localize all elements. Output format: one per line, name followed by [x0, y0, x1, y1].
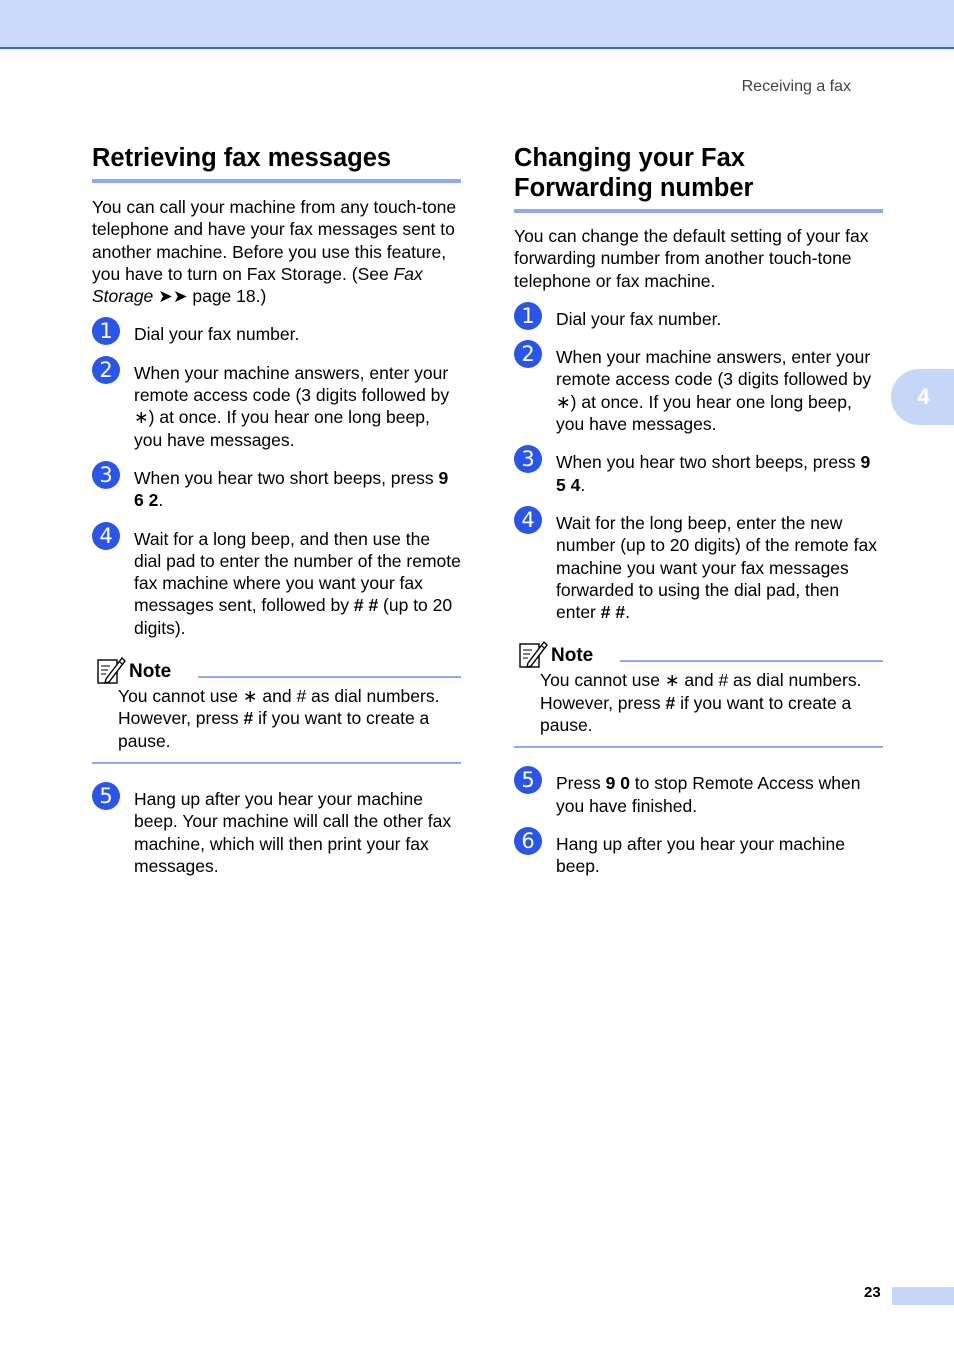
step-number-badge: 1	[514, 302, 542, 330]
step-text: Dial your fax number.	[556, 308, 722, 329]
note-header	[92, 655, 461, 685]
key-sequence: 9 0	[605, 773, 630, 794]
note-text	[118, 685, 461, 752]
step-number-badge: 2	[92, 356, 120, 384]
key-sequence: # #	[600, 602, 626, 623]
step-text: Dial your fax number.	[134, 324, 300, 345]
step-text-end: to stop Remote Access when you have finished.	[556, 773, 861, 816]
step-text: Press	[556, 773, 606, 794]
step-number-badge: 5	[514, 766, 542, 794]
step-3	[92, 462, 461, 512]
page-number-tab	[892, 1287, 954, 1305]
step-4	[92, 523, 461, 639]
page-number: 23	[864, 1284, 881, 1301]
step-6	[514, 828, 883, 878]
step-3	[514, 447, 883, 496]
section-title-line-2: Forwarding number	[514, 174, 754, 202]
intro-paragraph: You can change the default setting of your fax forwarding number from another touch-tone telephone or fax machine.	[514, 226, 869, 291]
note-rule	[198, 676, 461, 678]
note-header	[514, 639, 883, 669]
step-text: When you hear two short beeps, press	[556, 452, 861, 473]
note-box	[92, 655, 461, 764]
double-arrow-icon: ➤➤	[153, 286, 193, 307]
note-box	[514, 639, 883, 748]
note-rule	[620, 660, 883, 662]
right-column	[514, 143, 883, 878]
step-number-badge: 4	[92, 522, 120, 550]
running-header: Receiving a fax	[741, 78, 851, 95]
page-reference: page 18.)	[192, 286, 267, 307]
step-2	[92, 357, 461, 451]
step-1	[514, 303, 883, 330]
step-text: When you hear two short beeps, press	[134, 467, 439, 488]
left-column	[92, 143, 461, 877]
note-title: Note	[129, 661, 172, 683]
step-5	[92, 783, 461, 877]
step-number-badge: 1	[92, 317, 120, 345]
note-text-end: if you want to create a pause.	[540, 692, 852, 736]
note-text-start: You cannot use ∗ and # as dial numbers. However, press	[540, 670, 862, 713]
note-key: #	[665, 692, 676, 713]
step-number-badge: 5	[92, 782, 120, 810]
step-text: When your machine answers, enter your remote access code (3 digits followed by ∗) at once. If you hear one long beep, you have messages.	[134, 362, 450, 450]
step-number-badge: 4	[514, 506, 542, 534]
section-title-retrieving: Retrieving fax messages	[92, 143, 461, 183]
note-pencil-icon	[518, 639, 548, 669]
step-number-badge: 3	[92, 461, 120, 489]
note-title: Note	[551, 645, 594, 667]
key-sequence: 9 6 2	[134, 467, 449, 511]
step-text-end: .	[158, 490, 164, 511]
step-number-badge: 6	[514, 827, 542, 855]
intro-text: You can call your machine from any touch-tone telephone and have your fax messages sent to another machine. Before you use this feature, you have to turn on Fax Storage. (See	[92, 197, 457, 284]
cross-reference-fax-storage[interactable]: Fax Storage	[92, 263, 423, 307]
step-text: Hang up after you hear your machine beep. Your machine will call the other fax machine, which will then print your fax messages.	[134, 788, 452, 876]
note-text-start: You cannot use ∗ and # as dial numbers. However, press	[118, 686, 440, 729]
step-number-badge: 3	[514, 445, 542, 473]
key-sequence: # #	[353, 595, 379, 616]
step-text-end: .	[625, 602, 630, 623]
step-5	[514, 768, 883, 817]
section-title-line-1: Changing your Fax	[514, 144, 745, 172]
intro-paragraph	[92, 196, 461, 307]
note-text	[540, 669, 883, 736]
step-1	[92, 319, 461, 345]
step-number-badge: 2	[514, 340, 542, 368]
top-band	[0, 0, 954, 49]
step-text: Wait for a long beep, and then use the dial pad to enter the number of the remote fax machine where you want your fax messages sent, followed by	[134, 528, 461, 616]
section-title-changing	[514, 143, 883, 213]
step-text: When your machine answers, enter your remote access code (3 digits followed by ∗) at once. If you hear one long beep, you have messages.	[556, 347, 872, 435]
step-text-end: (up to 20 digits).	[134, 595, 453, 638]
note-key: #	[243, 708, 254, 729]
step-4	[514, 507, 883, 623]
step-text-end: .	[580, 474, 586, 495]
note-text-end: if you want to create a pause.	[118, 708, 430, 751]
note-pencil-icon	[96, 655, 126, 685]
step-2	[514, 342, 883, 435]
step-text: Wait for the long beep, enter the new number (up to 20 digits) of the remote fax machine you want your fax messages forwarded to using the dial pad, then enter	[556, 512, 877, 623]
chapter-tab[interactable]: 4	[891, 369, 954, 425]
key-sequence: 9 5 4	[556, 452, 871, 495]
step-text: Hang up after you hear your machine beep.	[556, 833, 845, 877]
